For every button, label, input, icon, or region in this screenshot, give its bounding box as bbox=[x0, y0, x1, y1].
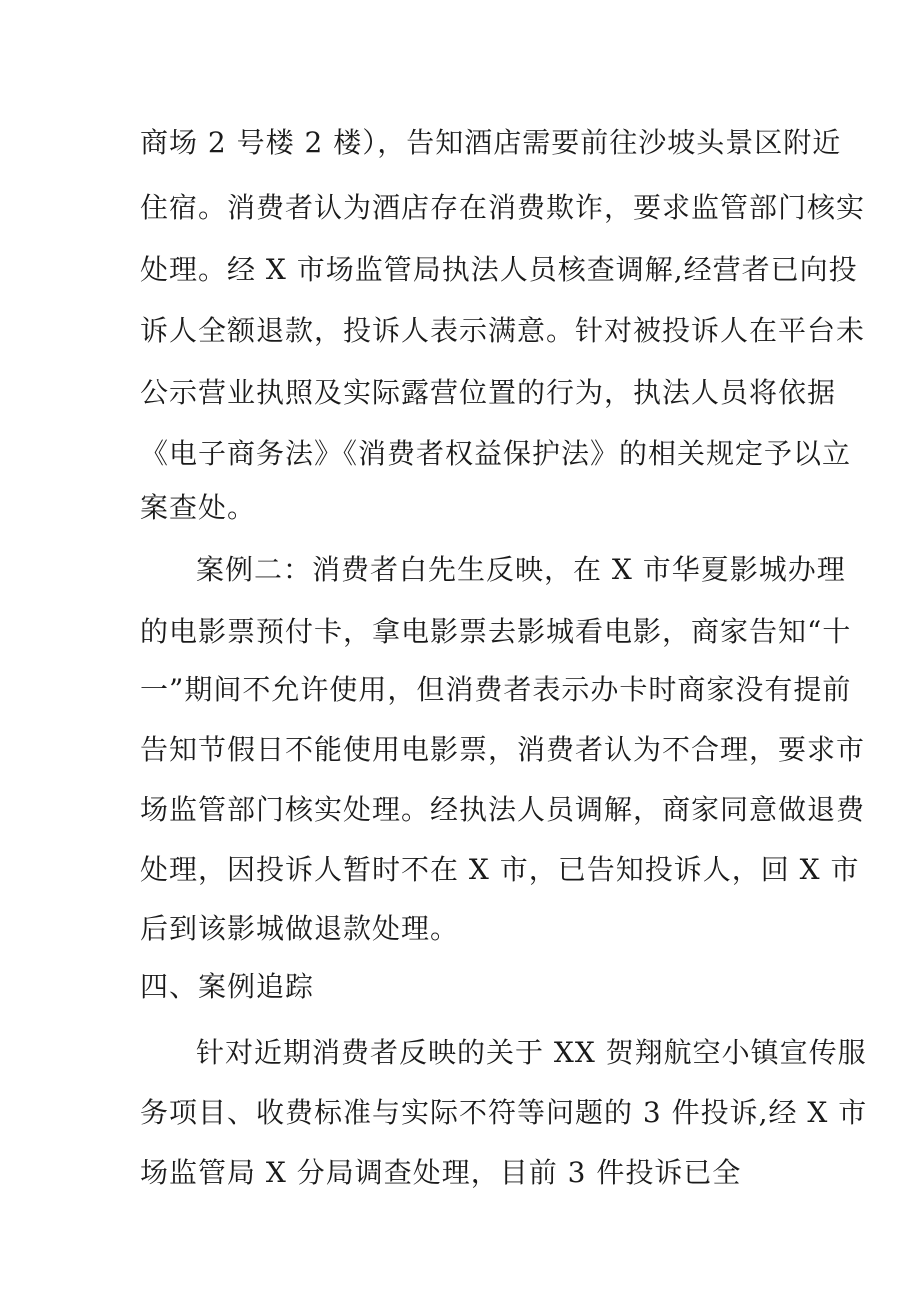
paragraph-2-line-6: 处理，因投诉人暂时不在 X 市，已告知投诉人，回 X 市 bbox=[140, 853, 860, 886]
paragraph-3-line-1: 针对近期消费者反映的关于 XX 贺翔航空小镇宣传服 bbox=[196, 1036, 867, 1069]
paragraph-2-line-3: 一”期间不允许使用，但消费者表示办卡时商家没有提前 bbox=[140, 673, 852, 706]
paragraph-1-line-6: 《电子商务法》《消费者权益保护法》的相关规定予以立 bbox=[140, 437, 852, 470]
paragraph-1-line-1: 商场 2 号楼 2 楼），告知酒店需要前往沙坡头景区附近 bbox=[140, 126, 842, 159]
paragraph-3-line-2: 务项目、收费标准与实际不符等问题的 3 件投诉,经 X 市 bbox=[140, 1096, 868, 1129]
paragraph-1-line-2: 住宿。消费者认为酒店存在消费欺诈，要求监管部门核实 bbox=[140, 191, 866, 224]
paragraph-2-line-1: 案例二：消费者白先生反映，在 X 市华夏影城办理 bbox=[196, 553, 846, 586]
paragraph-2-line-7: 后到该影城做退款处理。 bbox=[140, 912, 460, 945]
paragraph-2-line-4: 告知节假日不能使用电影票，消费者认为不合理，要求市 bbox=[140, 733, 866, 766]
paragraph-1-line-3: 处理。经 X 市场监管局执法人员核查调解,经营者已向投 bbox=[140, 253, 858, 286]
paragraph-2-line-5: 场监管部门核实处理。经执法人员调解，商家同意做退费 bbox=[140, 793, 866, 826]
section-heading: 四、案例追踪 bbox=[140, 970, 315, 1003]
paragraph-1-line-7: 案查处。 bbox=[140, 491, 257, 524]
paragraph-1-line-4: 诉人全额退款，投诉人表示满意。针对被投诉人在平台未 bbox=[140, 314, 866, 347]
paragraph-3-line-3: 场监管局 X 分局调查处理，目前 3 件投诉已全 bbox=[140, 1156, 742, 1189]
paragraph-2-line-2: 的电影票预付卡，拿电影票去影城看电影，商家告知“十 bbox=[140, 615, 852, 648]
paragraph-1-line-5: 公示营业执照及实际露营位置的行为，执法人员将依据 bbox=[140, 376, 837, 409]
